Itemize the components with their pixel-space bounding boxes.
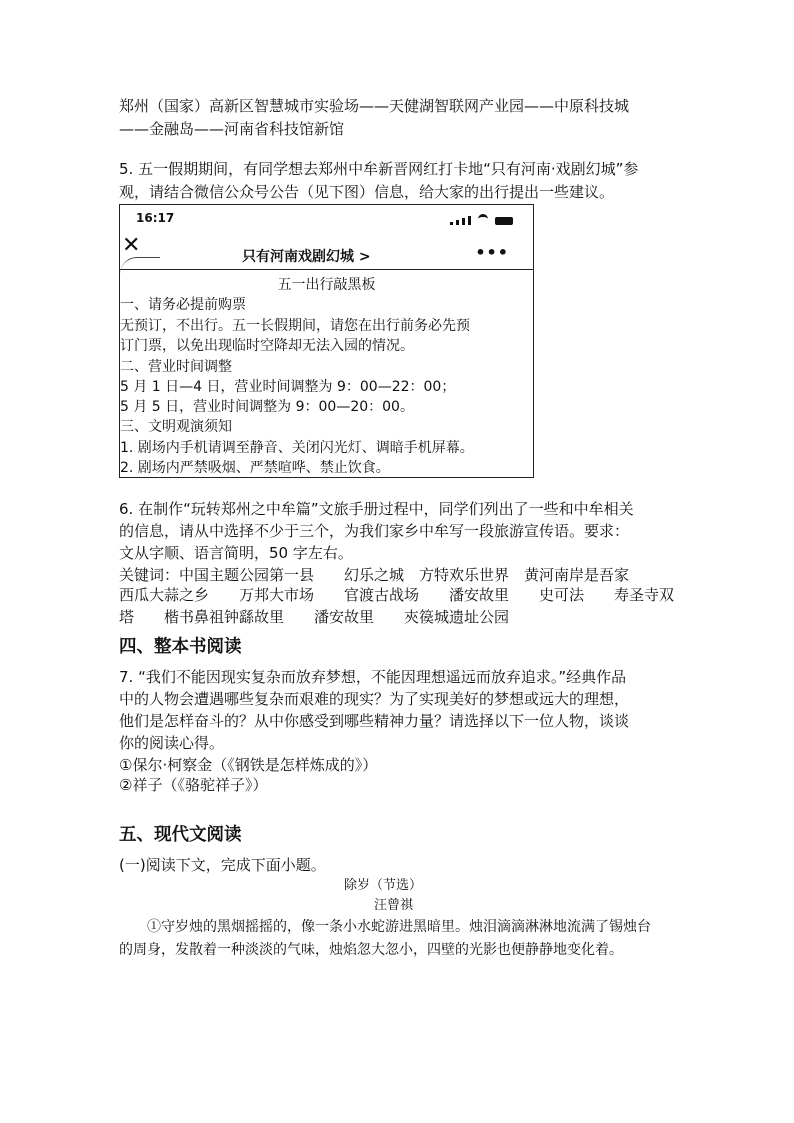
wifi-icon bbox=[478, 214, 488, 225]
keywords-line-2: 西瓜大蒜之乡 万邦大市场 官渡古战场 潘安故里 史可法 寿圣寺双 bbox=[119, 586, 675, 604]
wechat-notice-image bbox=[119, 204, 534, 478]
route-line-1: 郑州（国家）高新区智慧城市实验场——天健湖智联网产业园——中原科技城 bbox=[119, 97, 630, 115]
notice-title: 五一出行敲黑板 bbox=[277, 277, 376, 293]
question-7-line-4: 你的阅读心得。 bbox=[119, 734, 225, 752]
question-7-line-1: 7. “我们不能因现实复杂而放弃梦想，不能因理想遥远而放弃追求。”经典作品 bbox=[119, 668, 627, 686]
status-icons bbox=[450, 214, 513, 225]
question-6-line-1: 6. 在制作“玩转郑州之中牟篇”文旅手册过程中，同学们列出了一些和中牟相关 bbox=[119, 500, 634, 518]
question-7-line-3: 他们是怎样奋斗的？从中你感受到哪些精神力量？请选择以下一位人物，谈谈 bbox=[119, 712, 630, 730]
question-5-line-1: 5. 五一假期期间，有同学想去郑州中牟新晋网红打卡地“只有河南·戏剧幻城”参 bbox=[119, 160, 639, 178]
option-2: ②祥子（《骆驼祥子》） bbox=[119, 776, 268, 794]
article-title: 除岁（节选） bbox=[344, 878, 423, 893]
status-time: 16:17 bbox=[136, 211, 175, 225]
battery-icon bbox=[495, 217, 513, 225]
notice-line: 5 月 5 日，营业时间调整为 9：00—20：00。 bbox=[120, 399, 414, 415]
keywords-line-3: 塔 楷书鼻祖钟繇故里 潘安故里 㚒篌城遗址公园 bbox=[119, 608, 510, 626]
question-6-line-2: 的信息，请从中选择不少于三个，为我们家乡中牟写一段旅游宣传语。要求： bbox=[119, 522, 630, 540]
account-name[interactable]: 只有河南戏剧幻城 > bbox=[242, 249, 371, 265]
article-author: 汪曾祺 bbox=[374, 898, 414, 913]
header-curve bbox=[120, 257, 160, 274]
question-6-line-3: 文从字顺、语言简明，50 字左右。 bbox=[119, 544, 353, 562]
notice-line: 订门票，以免出现临时空降却无法入园的情况。 bbox=[120, 338, 414, 354]
route-line-2: ——金融岛——河南省科技馆新馆 bbox=[119, 120, 345, 138]
section-4-heading: 四、整本书阅读 bbox=[119, 637, 242, 657]
more-icon[interactable]: ••• bbox=[475, 243, 509, 262]
notice-line: 一、请务必提前购票 bbox=[120, 297, 246, 313]
notice-line: 三、文明观演须知 bbox=[120, 419, 232, 435]
signal-bar bbox=[468, 216, 471, 225]
close-icon[interactable]: ✕ bbox=[122, 233, 141, 258]
keywords-line-1: 关键词：中国主题公园第一县 幻乐之城 方特欢乐世界 黄河南岸是吾家 bbox=[119, 566, 630, 584]
signal-bar bbox=[462, 218, 465, 225]
signal-icon bbox=[450, 222, 453, 225]
notice-line: 2. 剧场内严禁吸烟、严禁喧哗、禁止饮食。 bbox=[120, 460, 390, 476]
signal-bar bbox=[456, 220, 459, 225]
notice-line: 5 月 1 日—4 日，营业时间调整为 9：00—22：00； bbox=[120, 379, 456, 395]
header-divider bbox=[120, 269, 533, 270]
phone-header bbox=[120, 205, 533, 271]
question-7-line-2: 中的人物会遭遇哪些复杂而艰难的现实？为了实现美好的梦想或远大的理想， bbox=[119, 690, 630, 708]
article-paragraph-1: ①守岁烛的黑烟摇摇的，像一条小水蛇游进黑暗里。烛泪滴滴淋淋地流满了锡烛台的周身，发散着一种淡淡的气味，烛焰忽大忽小，四壁的光影也便静静地变化着。 bbox=[119, 919, 651, 958]
question-5-line-2: 观，请结合微信公众号公告（见下图）信息，给大家的出行提出一些建议。 bbox=[119, 183, 615, 201]
section-5-heading: 五、现代文阅读 bbox=[119, 825, 242, 845]
notice-line: 二、营业时间调整 bbox=[120, 359, 232, 375]
option-1: ①保尔·柯察金（《钢铁是怎样炼成的》） bbox=[119, 756, 378, 774]
reading-intro: (一)阅读下文，完成下面小题。 bbox=[119, 856, 326, 874]
notice-line: 1. 剧场内手机请调至静音、关闭闪光灯、调暗手机屏幕。 bbox=[120, 440, 474, 456]
notice-line: 无预订，不出行。五一长假期间，请您在出行前务必先预 bbox=[120, 318, 470, 334]
